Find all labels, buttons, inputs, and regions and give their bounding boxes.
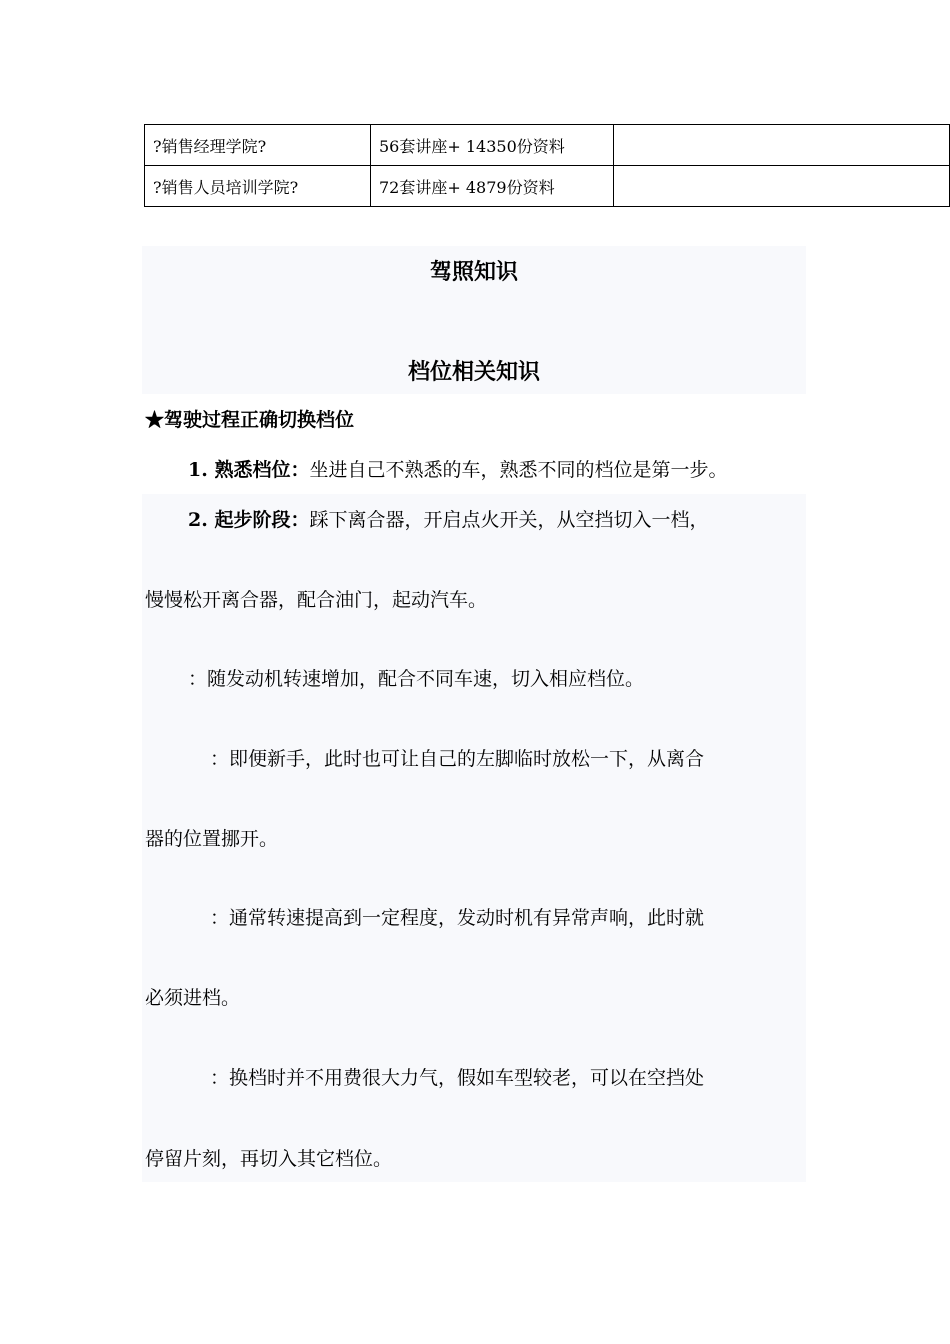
section-heading: ★驾驶过程正确切换档位 — [145, 409, 355, 431]
table-cell-name: ?销售经理学院? — [145, 125, 371, 166]
table-cell-content: 56套讲座+ 14350份资料 — [371, 125, 614, 166]
table-cell-extra — [614, 125, 950, 166]
item-label: 1. 熟悉档位： — [188, 459, 310, 481]
table-cell-extra — [614, 166, 950, 207]
resource-table — [144, 124, 950, 207]
table-row — [145, 125, 950, 166]
paragraph-item-3: ：随发动机转速增加，配合不同车速，切入相应档位。 — [188, 668, 645, 690]
paragraph-item-1 — [188, 456, 727, 484]
item-label: 2. 起步阶段： — [188, 509, 310, 531]
paragraph-item-2-continued: 慢慢松开离合器，配合油门，起动汽车。 — [145, 589, 488, 611]
table-cell-name: ?销售人员培训学院? — [145, 166, 371, 207]
item-text: 坐进自己不熟悉的车，熟悉不同的档位是第一步。 — [309, 459, 728, 481]
paragraph-item-6-continued: 停留片刻，再切入其它档位。 — [145, 1148, 393, 1170]
item-text: 踩下离合器，开启点火开关，从空挡切入一档， — [309, 509, 709, 531]
paragraph-item-4: ：即便新手，此时也可让自己的左脚临时放松一下，从离合 — [210, 748, 705, 770]
table-cell-content: 72套讲座+ 4879份资料 — [371, 166, 614, 207]
document-subtitle: 档位相关知识 — [407, 359, 540, 385]
table-row — [145, 166, 950, 207]
paragraph-item-6: ：换档时并不用费很大力气，假如车型较老，可以在空挡处 — [210, 1067, 705, 1089]
paragraph-item-5-continued: 必须进档。 — [145, 987, 241, 1009]
paragraph-item-5: ：通常转速提高到一定程度，发动时机有异常声响，此时就 — [210, 907, 705, 929]
paragraph-item-4-continued: 器的位置挪开。 — [145, 828, 279, 850]
paragraph-item-2 — [188, 506, 708, 534]
document-title: 驾照知识 — [429, 259, 518, 285]
